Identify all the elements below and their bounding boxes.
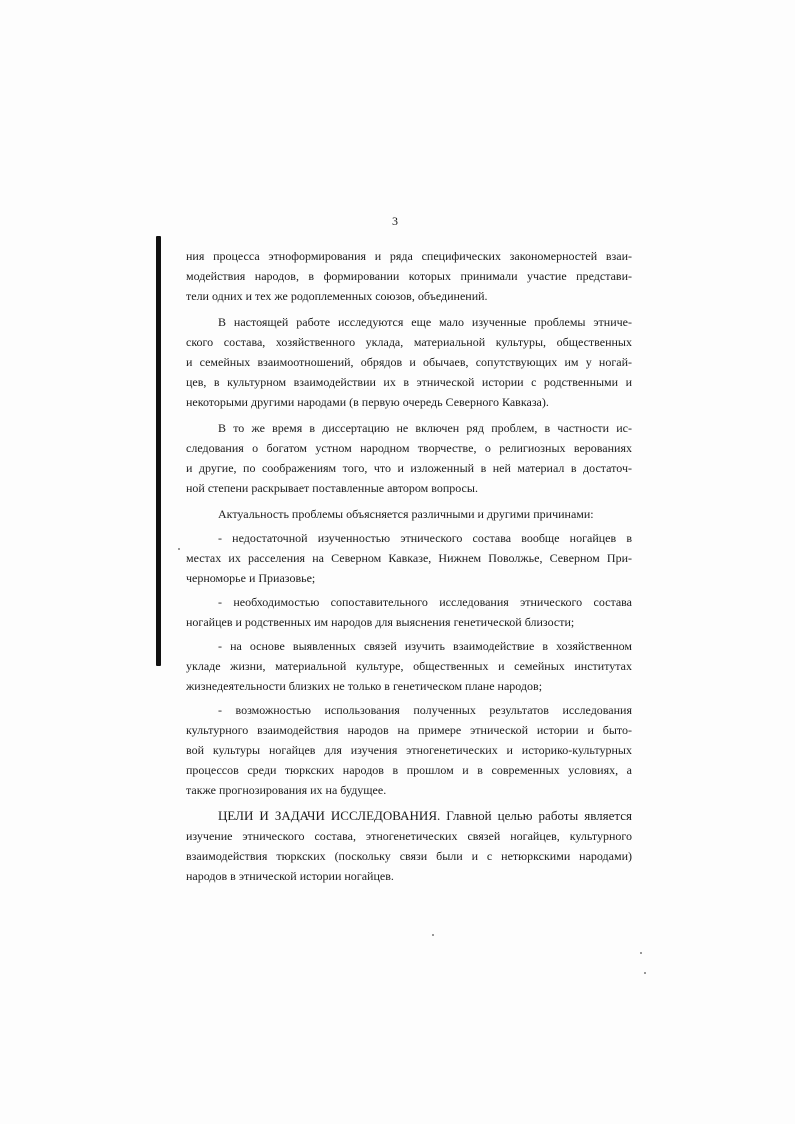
text-line: ногайцев и родственных им народов для выяснения генетической близости;: [186, 615, 575, 629]
text-line: народов в этнической истории ногайцев.: [186, 869, 394, 883]
section-paragraph: [186, 806, 632, 886]
text-line: культурного взаимодействия народов на примере этнической истории и быто-: [186, 723, 632, 737]
body-text: [186, 246, 632, 886]
text-line: ной степени раскрывает поставленные автором вопросы.: [186, 481, 478, 495]
text-line: укладе жизни, материальной культуре, общественных и семейных институтах: [186, 659, 632, 673]
text-line: ского состава, хозяйственного уклада, материальной культуры, общественных: [186, 335, 632, 349]
scan-speck: [432, 934, 434, 936]
list-item: [186, 592, 632, 632]
scan-margin-bar: [156, 236, 161, 666]
list-item: [186, 700, 632, 800]
text-line: следования о богатом устном народном творчестве, о религиозных верованиях: [186, 441, 632, 455]
text-line: В настоящей работе исследуются еще мало изученные проблемы этниче-: [218, 315, 632, 329]
paragraph: [186, 312, 632, 412]
text-line: ЦЕЛИ И ЗАДАЧИ ИССЛЕДОВАНИЯ. Главной целью работы является: [218, 808, 632, 823]
text-line: - недостаточной изученностью этнического состава вообще ногайцев в: [218, 531, 632, 545]
scan-speck: [644, 972, 646, 974]
list-item: [186, 528, 632, 588]
text-line: процессов среди тюркских народов в прошлом и в современных условиях, а: [186, 763, 632, 777]
text-line: модействия народов, в формировании которых принимали участие представи-: [186, 269, 632, 283]
text-line: также прогнозирования их на будущее.: [186, 783, 387, 797]
text-line: взаимодействия тюркских (поскольку связи были и с нетюркскими народами): [186, 849, 632, 863]
paragraph: [186, 418, 632, 498]
scan-speck: [178, 548, 180, 550]
text-line: местах их расселения на Северном Кавказе, Нижнем Поволжье, Северном При-: [186, 551, 632, 565]
text-line: вой культуры ногайцев для изучения этногенетических и историко-культурных: [186, 743, 632, 757]
text-line: жизнедеятельности близких не только в генетическом плане народов;: [186, 679, 543, 693]
text-line: некоторыми другими народами (в первую очередь Северного Кавказа).: [186, 395, 549, 409]
text-line: - возможностью использования полученных результатов исследования: [218, 703, 632, 717]
text-line: и другие, по соображениям того, что и изложенный в ней материал в достаточ-: [186, 461, 632, 475]
paragraph: [186, 246, 632, 306]
text-line: - на основе выявленных связей изучить взаимодействие в хозяйственном: [218, 639, 632, 653]
text-line: ния процесса этноформирования и ряда специфических закономерностей взаи-: [186, 249, 632, 263]
text-line: изучение этнического состава, этногенетических связей ногайцев, культурного: [186, 829, 632, 843]
text-line: черноморье и Приазовье;: [186, 571, 316, 585]
list-item: [186, 636, 632, 696]
text-line: цев, в культурном взаимодействии их в этнической истории с родственными и: [186, 375, 632, 389]
paragraph: [186, 504, 632, 524]
text-line: тели одних и тех же родоплеменных союзов, объединений.: [186, 289, 488, 303]
text-line: - необходимостью сопоставительного исследования этнического состава: [218, 595, 632, 609]
page-number: 3: [392, 214, 398, 228]
scan-speck: [640, 952, 642, 954]
text-line: В то же время в диссертацию не включен ряд проблем, в частности ис-: [218, 421, 632, 435]
text-line: и семейных взаимоотношений, обрядов и обычаев, сопутствующих им у ногай-: [186, 355, 632, 369]
text-line: Актуальность проблемы объясняется различными и другими причинами:: [218, 507, 594, 521]
